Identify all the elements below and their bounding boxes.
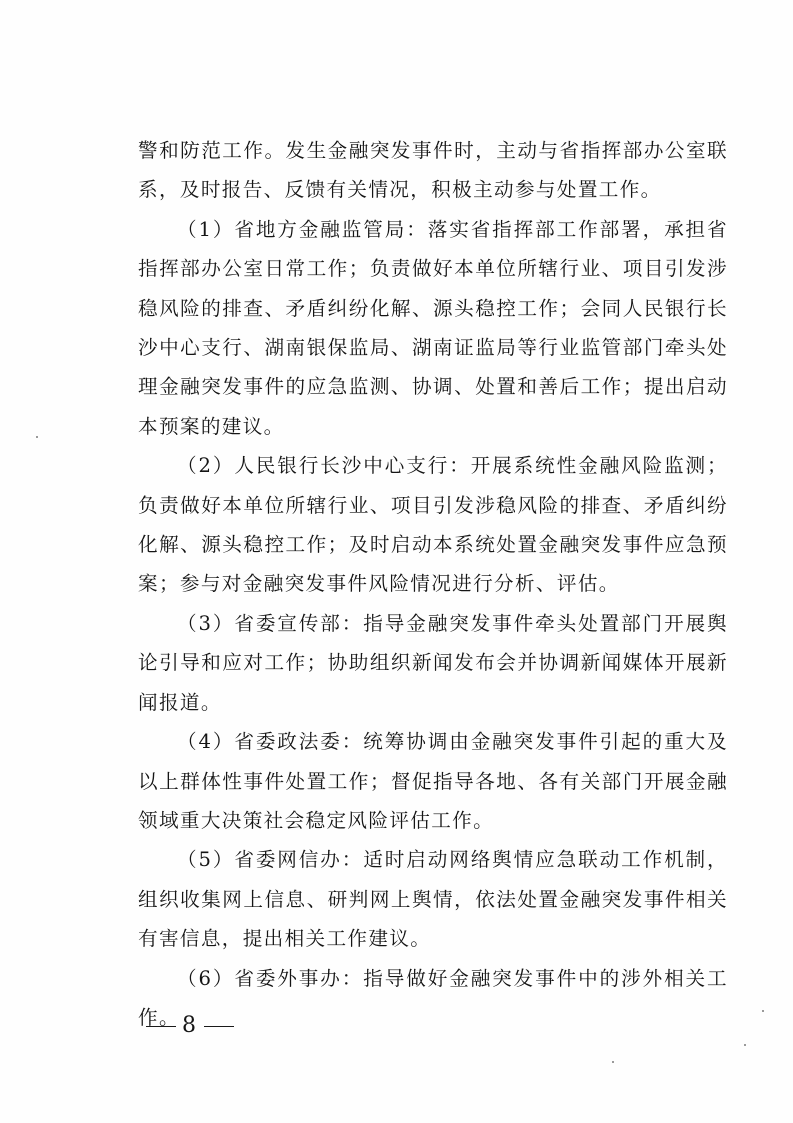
paragraph-item-6: （6）省委外事办：指导做好金融突发事件中的涉外相关工作。 — [138, 966, 728, 1029]
page-number-footer — [140, 1013, 240, 1038]
scan-speck — [762, 1010, 764, 1012]
scan-speck — [612, 1061, 614, 1063]
page-number: 8 — [182, 1013, 198, 1038]
scan-speck — [36, 436, 38, 438]
scan-speck — [744, 1044, 746, 1046]
paragraph-item-5: （5）省委网信办：适时启动网络舆情应急联动工作机制，组织收集网上信息、研判网上舆情，依法处置金融突发事件相关有害信息，提出相关工作建议。 — [138, 848, 728, 951]
paragraph-item-2: （2）人民银行长沙中心支行：开展系统性金融风险监测；负责做好本单位所辖行业、项目引发涉稳风险的排查、矛盾纠纷化解、源头稳控工作；及时启动本系统处置金融突发事件应急预案；参与对金融突发事件风险情况进行分析、评估。 — [138, 454, 728, 596]
body-text — [138, 131, 728, 1037]
left-dash — [146, 1026, 176, 1027]
paragraph-item-1: （1）省地方金融监管局：落实省指挥部工作部署，承担省指挥部办公室日常工作；负责做好本单位所辖行业、项目引发涉稳风险的排查、矛盾纠纷化解、源头稳控工作；会同人民银行长沙中心支行、湖南银保监局、湖南证监局等行业监管部门牵头处理金融突发事件的应急监测、协调、处置和善后工作；提出启动本预案的建议。 — [138, 217, 728, 438]
paragraph-item-3: （3）省委宣传部：指导金融突发事件牵头处置部门开展舆论引导和应对工作；协助组织新闻发布会并协调新闻媒体开展新闻报道。 — [138, 611, 728, 714]
right-dash — [204, 1026, 234, 1027]
paragraph-item-4: （4）省委政法委：统筹协调由金融突发事件引起的重大及以上群体性事件处置工作；督促指导各地、各有关部门开展金融领域重大决策社会稳定风险评估工作。 — [138, 730, 728, 832]
paragraph-continuation: 警和防范工作。发生金融突发事件时，主动与省指挥部办公室联系，及时报告、反馈有关情况，积极主动参与处置工作。 — [138, 139, 728, 202]
